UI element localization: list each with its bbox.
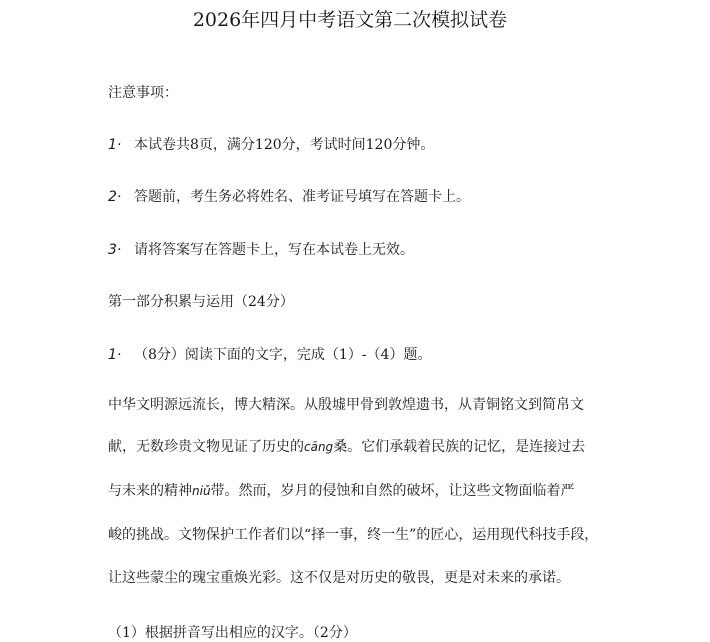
notice-item-text: 答题前，考生务必将姓名、准考证号填写在答题卡上。 [134,189,470,205]
section-heading: 第一部分积累与运用（24分） [108,294,294,310]
pinyin-blank: niǔ [192,484,211,498]
passage-text: 带。然而，岁月的侵蚀和自然的破坏，让这些文物面临着严 [210,483,575,499]
notice-item-number: 1· [108,137,122,153]
passage-text: 献，无数珍贵文物见证了历史的 [108,439,304,455]
pinyin-blank: cāng [304,440,334,454]
passage-line-3 [108,482,575,500]
notice-item-text: 本试卷共8页，满分120分，考试时间120分钟。 [134,137,435,153]
passage-text: 桑。它们承载着民族的记忆，是连接过去 [333,439,586,455]
notice-item-1 [108,136,434,154]
notice-heading: 注意事项： [108,85,178,101]
question-text: （8分）阅读下面的文字，完成（1）-（4）题。 [134,347,432,363]
notice-item-3 [108,241,414,259]
notice-item-number: 2· [108,189,122,205]
subquestion-1-partial: （1）根据拼音写出相应的汉字。（2分） [108,625,357,641]
notice-item-number: 3· [108,242,122,258]
passage-line-2 [108,438,585,456]
passage-line-5: 让这些蒙尘的瑰宝重焕光彩。这不仅是对历史的敬畏，更是对未来的承诺。 [108,570,570,586]
question-1 [108,346,431,364]
question-number: 1· [108,347,122,363]
notice-item-2 [108,188,470,206]
passage-text: 与未来的精神 [108,483,192,499]
passage-line-4: 峻的挑战。文物保护工作者们以“择一事，终一生”的匠心，运用现代科技手段， [108,527,599,543]
notice-item-text: 请将答案写在答题卡上，写在本试卷上无效。 [134,242,414,258]
exam-title: 2026年四月中考语文第二次模拟试卷 [192,9,508,31]
passage-line-1: 中华文明源远流长，博大精深。从殷墟甲骨到敦煌遗书，从青铜铭文到简帛文 [108,397,584,413]
